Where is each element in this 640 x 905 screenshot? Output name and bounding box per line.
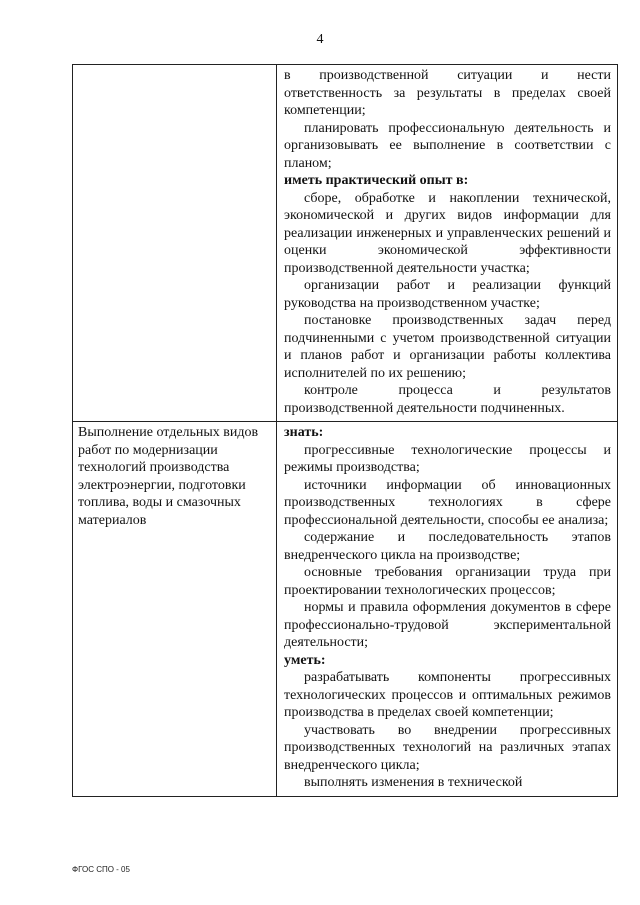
list-item: сборе, обработке и накоплении технической, экономической и других видов информации для реализации инженерных и управленческих решений и оценки экономической эффективности производственной деятельности участка; — [284, 190, 611, 276]
list-item: контроле процесса и результатов производственной деятельности подчиненных. — [284, 383, 611, 416]
section-heading: уметь: — [284, 652, 326, 668]
section-heading: иметь практический опыт в: — [284, 173, 469, 188]
table-row — [73, 65, 618, 422]
list-item: источники информации об инновационных производственных технологиях в сфере профессиональной деятельности, способы ее анализа; — [284, 477, 611, 528]
list-item: участвовать во внедрении прогрессивных производственных технологий на различных этапах внедренческого цикла; — [284, 722, 611, 773]
section-heading: знать: — [284, 425, 324, 440]
list-item: содержание и последовательность этапов внедренческого цикла на производстве; — [284, 530, 611, 563]
list-item: прогрессивные технологические процессы и режимы производства; — [284, 442, 611, 475]
list-item: разрабатывать компоненты прогрессивных технологических процессов и оптимальных режимов производства в пределах своей компетенции; — [284, 670, 611, 720]
activity-cell — [73, 65, 277, 422]
document-footer: ФГОС СПО - 05 — [72, 865, 130, 874]
list-item: постановке производственных задач перед подчиненными с учетом производственной ситуации и планов работ и организации работы коллектива исполнителей по их решению; — [284, 313, 611, 381]
requirements-table — [72, 64, 618, 797]
competency-cell — [277, 422, 618, 797]
competency-cell — [277, 65, 618, 422]
list-item: основные требования организации труда при проектировании технологических процессов; — [284, 565, 611, 598]
list-item: организации работ и реализации функций руководства на производственном участке; — [284, 278, 611, 311]
activity-cell: Выполнение отдельных видов работ по модернизации технологий производства электроэнергии, подготовки топлива, воды и смазочных материалов — [73, 422, 277, 797]
list-item: планировать профессиональную деятельность и организовывать ее выполнение в соответствии с планом; — [284, 120, 611, 171]
table-row — [73, 422, 618, 797]
page-number: 4 — [316, 32, 324, 47]
list-item: в производственной ситуации и нести ответственность за результаты в пределах своей компетенции; — [284, 68, 611, 118]
list-item: выполнять изменения в технической — [304, 775, 523, 790]
list-item: нормы и правила оформления документов в сфере профессионально-трудовой экспериментальной деятельности; — [284, 600, 611, 650]
